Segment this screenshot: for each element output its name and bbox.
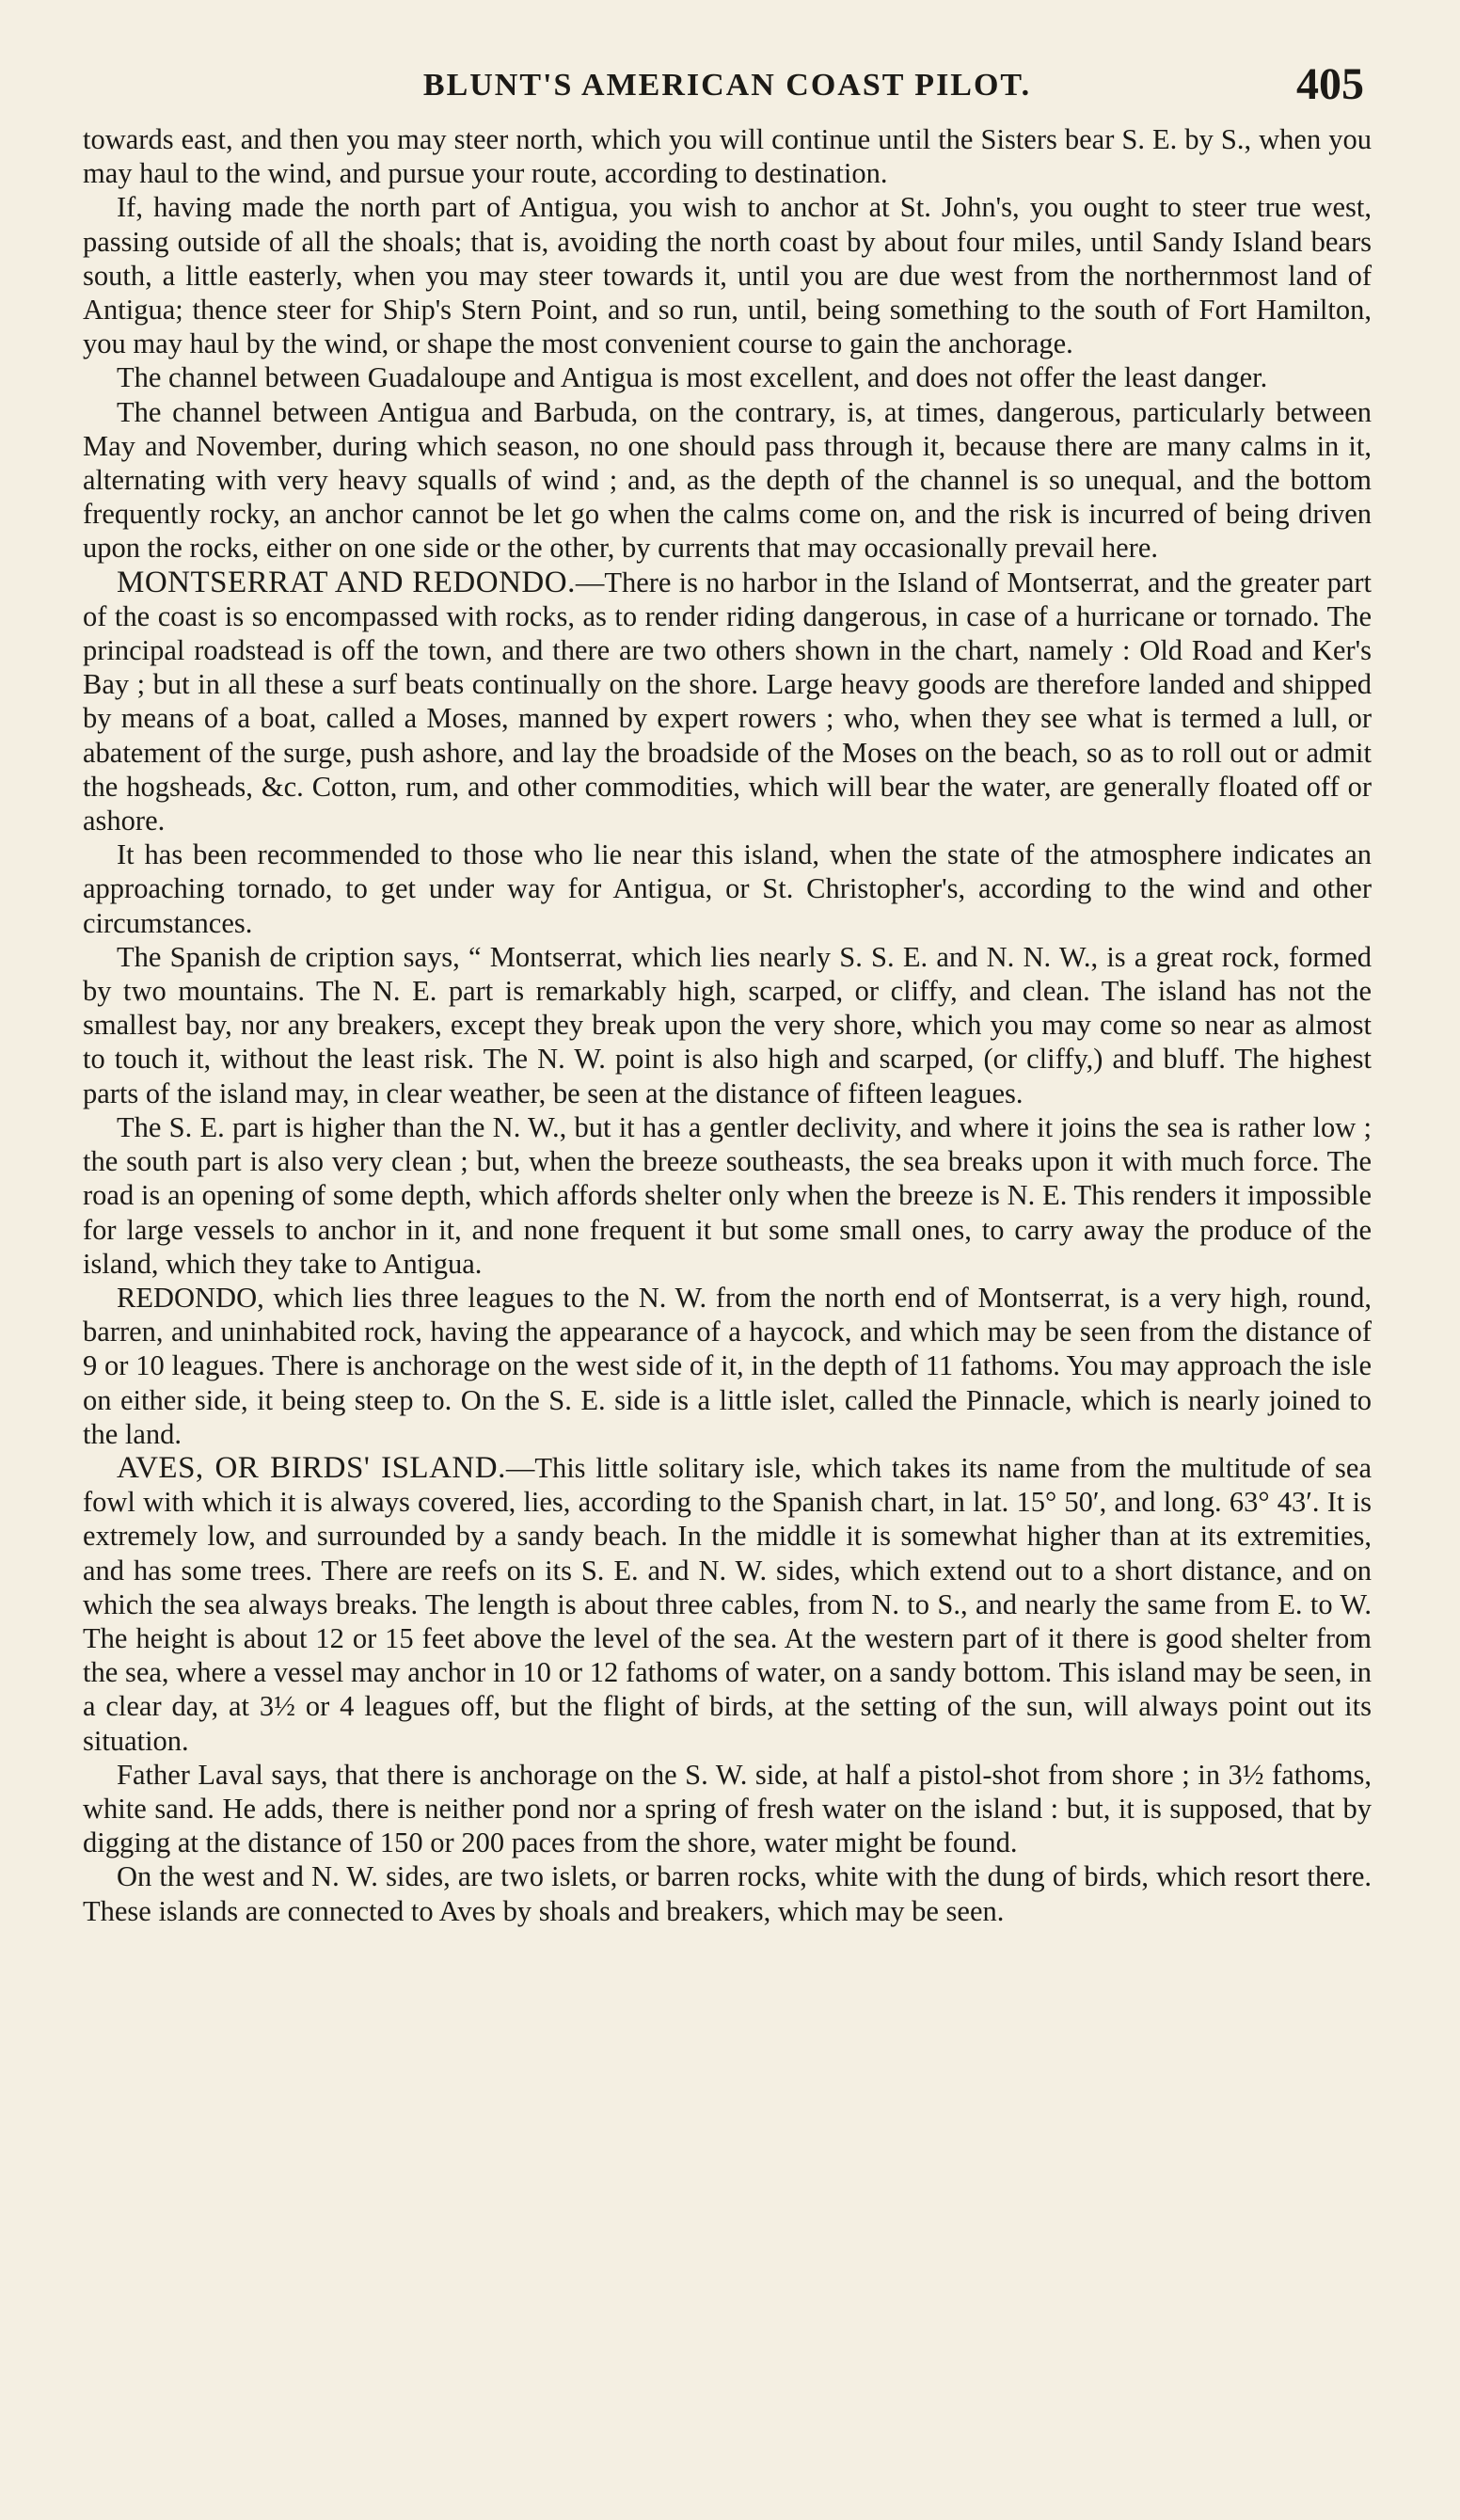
section-heading: MONTSERRAT AND REDONDO.	[117, 565, 576, 599]
body-text	[83, 122, 1372, 1928]
paragraph-text: —There is no harbor in the Island of Montserrat, and the greater part of the coast is so encompassed with rocks, as to render riding dangerous, in case of a hurricane or tornado. The principal roadstead is off the town, and there are two others shown in the chart, namely : Old Road and Ker's Bay ; but in all these a surf beats continually on the shore. Large heavy goods are therefore landed and shipped by means of a boat, called a Moses, manned by expert rowers ; who, when they see what is termed a lull, or abatement of the surge, push ashore, and lay the broadside of the Moses on the beach, so as to roll out or admit the hogsheads, &c. Cotton, rum, and other commodities, which will bear the water, are generally floated off or ashore.	[83, 566, 1372, 837]
paragraph	[83, 1758, 1372, 1860]
paragraph-text: It has been recommended to those who lie near this island, when the state of the atmosphere indicates an approaching tornado, to get under way for Antigua, or St. Christopher's, according to the wind and other circumstances.	[83, 838, 1372, 939]
paragraph	[83, 837, 1372, 940]
book-page	[83, 55, 1372, 1928]
paragraph-text: The channel between Guadaloupe and Antigua is most excellent, and does not offer the least danger.	[117, 361, 1268, 394]
paragraph-text: If, having made the north part of Antigua, you wish to anchor at St. John's, you ought to steer true west, passing outside of all the shoals; that is, avoiding the north coast by about four miles, until Sandy Island bears south, a little easterly, when you may steer towards it, until you are due west from the northernmost land of Antigua; thence steer for Ship's Stern Point, and so run, until, being something to the south of Fort Hamilton, you may haul by the wind, or shape the most convenient course to gain the anchorage.	[83, 191, 1372, 360]
paragraph	[83, 566, 1372, 838]
page-header	[83, 55, 1372, 115]
paragraph	[83, 940, 1372, 1110]
running-title: BLUNT'S AMERICAN COAST PILOT.	[422, 68, 1032, 103]
paragraph-text: —This little solitary isle, which takes its name from the multitude of sea fowl with which it is always covered, lies, according to the Spanish chart, in lat. 15° 50′, and long. 63° 43′. It is extremely low, and surrounded by a sandy beach. In the middle it is somewhat higher than at its extremities, and has some trees. There are reefs on its S. E. and N. W. sides, which extend out to a short distance, and on which the sea always breaks. The length is about three cables, from N. to S., and nearly the same from E. to W. The height is about 12 or 15 feet above the level of the sea. At the western part of it there is good shelter from the sea, where a vessel may anchor in 10 or 12 fathoms of water, on a sandy bottom. This island may be seen, in a clear day, at 3½ or 4 leagues off, but the flight of birds, at the setting of the sun, will always point out its situation.	[83, 1451, 1372, 1757]
page-number: 405	[1296, 59, 1364, 109]
paragraph	[83, 395, 1372, 566]
paragraph-text: REDONDO, which lies three leagues to the N. W. from the north end of Montserrat, is a very high, round, barren, and uninhabited rock, having the appearance of a haycock, and which may be seen from the distance of 9 or 10 leagues. There is anchorage on the west side of it, in the depth of 11 fathoms. You may approach the isle on either side, it being steep to. On the S. E. side is a little islet, called the Pinnacle, which is nearly joined to the land.	[83, 1281, 1372, 1450]
section-heading: AVES, OR BIRDS' ISLAND.	[117, 1450, 506, 1485]
paragraph-text: The channel between Antigua and Barbuda, on the contrary, is, at times, dangerous, particularly between May and November, during which season, no one should pass through it, because there are many calms in it, alternating with very heavy squalls of wind ; and, as the depth of the channel is so unequal, and the bottom frequently rocky, an anchor cannot be let go when the calms come on, and the risk is incurred of being driven upon the rocks, either on one side or the other, by currents that may occasionally prevail here.	[83, 395, 1372, 565]
paragraph	[83, 1451, 1372, 1758]
paragraph-text: The Spanish de cription says, “ Montserrat, which lies nearly S. S. E. and N. N. W., is a great rock, formed by two mountains. The N. E. part is remarkably high, scarped, or cliffy, and clean. The island has not the smallest bay, nor any breakers, except they break upon the very shore, which you may come so near as almost to touch it, without the least risk. The N. W. point is also high and scarped, (or cliffy,) and bluff. The highest parts of the island may, in clear weather, be seen at the distance of fifteen leagues.	[83, 940, 1372, 1109]
paragraph	[83, 1859, 1372, 1927]
paragraph	[83, 360, 1372, 394]
paragraph	[83, 122, 1372, 190]
paragraph-text: Father Laval says, that there is anchorage on the S. W. side, at half a pistol-shot from shore ; in 3½ fathoms, white sand. He adds, there is neither pond nor a spring of fresh water on the island : but, it is supposed, that by digging at the distance of 150 or 200 paces from the shore, water might be found.	[83, 1758, 1372, 1859]
paragraph-text: towards east, and then you may steer north, which you will continue until the Sisters bear S. E. by S., when you may haul to the wind, and pursue your route, according to destination.	[83, 123, 1372, 190]
paragraph	[83, 1110, 1372, 1281]
paragraph	[83, 190, 1372, 360]
paragraph-text: On the west and N. W. sides, are two islets, or barren rocks, white with the dung of birds, which resort there. These islands are connected to Aves by shoals and breakers, which may be seen.	[83, 1860, 1372, 1927]
paragraph-text: The S. E. part is higher than the N. W., but it has a gentler declivity, and where it joins the sea is rather low ; the south part is also very clean ; but, when the breeze southeasts, the sea breaks upon it with much force. The road is an opening of some depth, which affords shelter only when the breeze is N. E. This renders it impossible for large vessels to anchor in it, and none frequent it but some small ones, to carry away the produce of the island, which they take to Antigua.	[83, 1110, 1372, 1280]
paragraph	[83, 1281, 1372, 1451]
